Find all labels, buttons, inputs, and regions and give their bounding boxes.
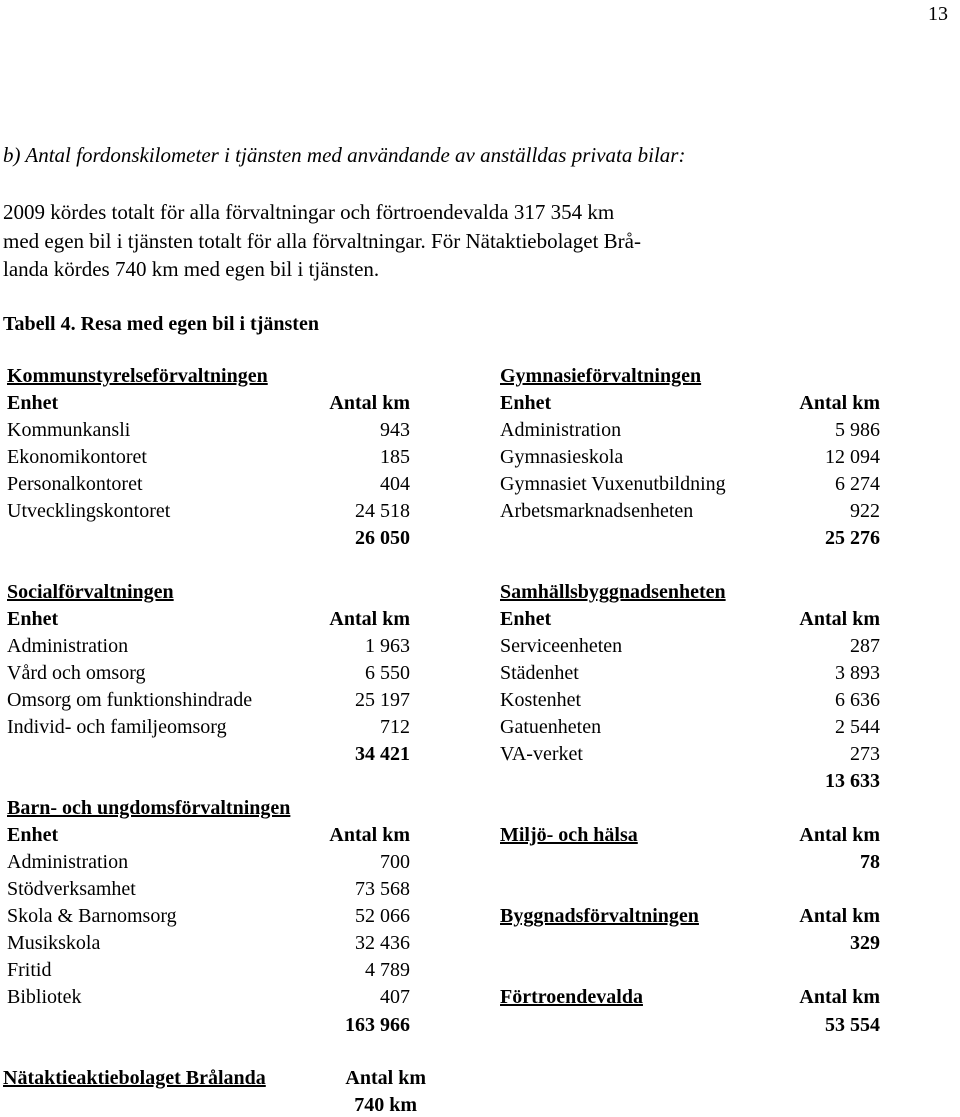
table-row-km: 25 197 [355, 689, 410, 711]
paragraph-line: landa kördes 740 km med egen bil i tjänsten. [3, 257, 380, 281]
table-row-km: 922 [850, 500, 880, 522]
table-row-name: Skola & Barnomsorg [7, 905, 177, 927]
barn-total: 163 966 [345, 1014, 410, 1036]
gymnasie-title: Gymnasieförvaltningen [500, 365, 702, 387]
column-header-km: Antal km [799, 392, 880, 414]
table-row-km: 943 [380, 419, 410, 441]
column-header-km: Antal km [329, 392, 410, 414]
table-row-km: 700 [380, 851, 410, 873]
column-header-km: Antal km [799, 986, 880, 1008]
table-row-name: Vård och omsorg [7, 662, 146, 684]
barn-title: Barn- och ungdomsförvaltningen [7, 797, 291, 819]
table-row-name: Gymnasiet Vuxenutbildning [500, 473, 726, 495]
natbolag-total: 740 km [354, 1094, 417, 1116]
table-row-km: 6 636 [835, 689, 880, 711]
table-row-name: Omsorg om funktionshindrade [7, 689, 253, 711]
column-header-km: Antal km [329, 608, 410, 630]
gymnasie-total: 25 276 [825, 527, 880, 549]
miljo-total: 78 [860, 851, 880, 873]
table-row-name: Gymnasieskola [500, 446, 624, 468]
column-header-km: Antal km [345, 1067, 426, 1089]
table-row-km: 32 436 [355, 932, 410, 954]
table-row-name: Utvecklingskontoret [7, 500, 171, 522]
column-header-km: Antal km [799, 608, 880, 630]
table-row-name: Individ- och familjeomsorg [7, 716, 227, 738]
table-row-km: 712 [380, 716, 410, 738]
table-row-km: 3 893 [835, 662, 880, 684]
paragraph-line: 2009 kördes totalt för alla förvaltningar och förtroendevalda 317 354 km [3, 200, 615, 224]
column-header-enhet: Enhet [500, 392, 552, 414]
table-row-km: 12 094 [825, 446, 880, 468]
paragraph-line: med egen bil i tjänsten totalt för alla förvaltningar. För Nätaktiebolaget Brå- [3, 229, 641, 253]
natbolag-title: Nätaktieaktiebolaget Brålanda [3, 1067, 266, 1089]
byggnad-total: 329 [850, 932, 880, 954]
samhallsbyggnad-total: 13 633 [825, 770, 880, 792]
table-row-name: Ekonomikontoret [7, 446, 147, 468]
column-header-km: Antal km [329, 824, 410, 846]
table-row-name: Administration [7, 635, 129, 657]
table-row-name: Musikskola [7, 932, 101, 954]
table-row-name: Städenhet [500, 662, 579, 684]
table-row-km: 6 274 [835, 473, 880, 495]
byggnad-title: Byggnadsförvaltningen [500, 905, 699, 927]
section-label: b) [3, 143, 21, 167]
table-row-name: Kostenhet [500, 689, 582, 711]
table-row-km: 404 [380, 473, 410, 495]
fortroende-total: 53 554 [825, 1014, 880, 1036]
samhallsbyggnad-title: Samhällsbyggnadsenheten [500, 581, 726, 603]
kommunstyrelse-total: 26 050 [355, 527, 410, 549]
table-row-km: 4 789 [365, 959, 410, 981]
table-row-km: 287 [850, 635, 880, 657]
table-row-km: 52 066 [355, 905, 410, 927]
table-row-km: 185 [380, 446, 410, 468]
column-header-enhet: Enhet [7, 608, 59, 630]
column-header-enhet: Enhet [7, 824, 59, 846]
table-row-name: Administration [500, 419, 622, 441]
table-row-km: 24 518 [355, 500, 410, 522]
column-header-km: Antal km [799, 905, 880, 927]
column-header-km: Antal km [799, 824, 880, 846]
table-row-km: 2 544 [835, 716, 880, 738]
social-total: 34 421 [355, 743, 410, 765]
table-row-name: Gatuenheten [500, 716, 602, 738]
table-row-km: 6 550 [365, 662, 410, 684]
table-row-name: Arbetsmarknadsenheten [500, 500, 694, 522]
table-row-km: 1 963 [365, 635, 410, 657]
fortroende-title: Förtroendevalda [500, 986, 643, 1008]
social-title: Socialförvaltningen [7, 581, 174, 603]
table-row-km: 73 568 [355, 878, 410, 900]
table-row-km: 273 [850, 743, 880, 765]
table-row-name: Kommunkansli [7, 419, 131, 441]
table-row-km: 5 986 [835, 419, 880, 441]
page-number: 13 [928, 3, 948, 25]
table-row-name: VA-verket [500, 743, 583, 765]
section-heading-text: Antal fordonskilometer i tjänsten med användande av anställdas privata bilar: [25, 143, 686, 167]
section-heading [3, 143, 685, 167]
kommunstyrelse-title: Kommunstyrelseförvaltningen [7, 365, 268, 387]
table-row-name: Administration [7, 851, 129, 873]
table-title: Tabell 4. Resa med egen bil i tjänsten [3, 313, 319, 335]
table-row-name: Serviceenheten [500, 635, 623, 657]
table-row-name: Bibliotek [7, 986, 82, 1008]
table-row-name: Stödverksamhet [7, 878, 136, 900]
table-row-km: 407 [380, 986, 410, 1008]
miljo-title: Miljö- och hälsa [500, 824, 638, 846]
table-row-name: Personalkontoret [7, 473, 143, 495]
column-header-enhet: Enhet [500, 608, 552, 630]
column-header-enhet: Enhet [7, 392, 59, 414]
table-row-name: Fritid [7, 959, 52, 981]
